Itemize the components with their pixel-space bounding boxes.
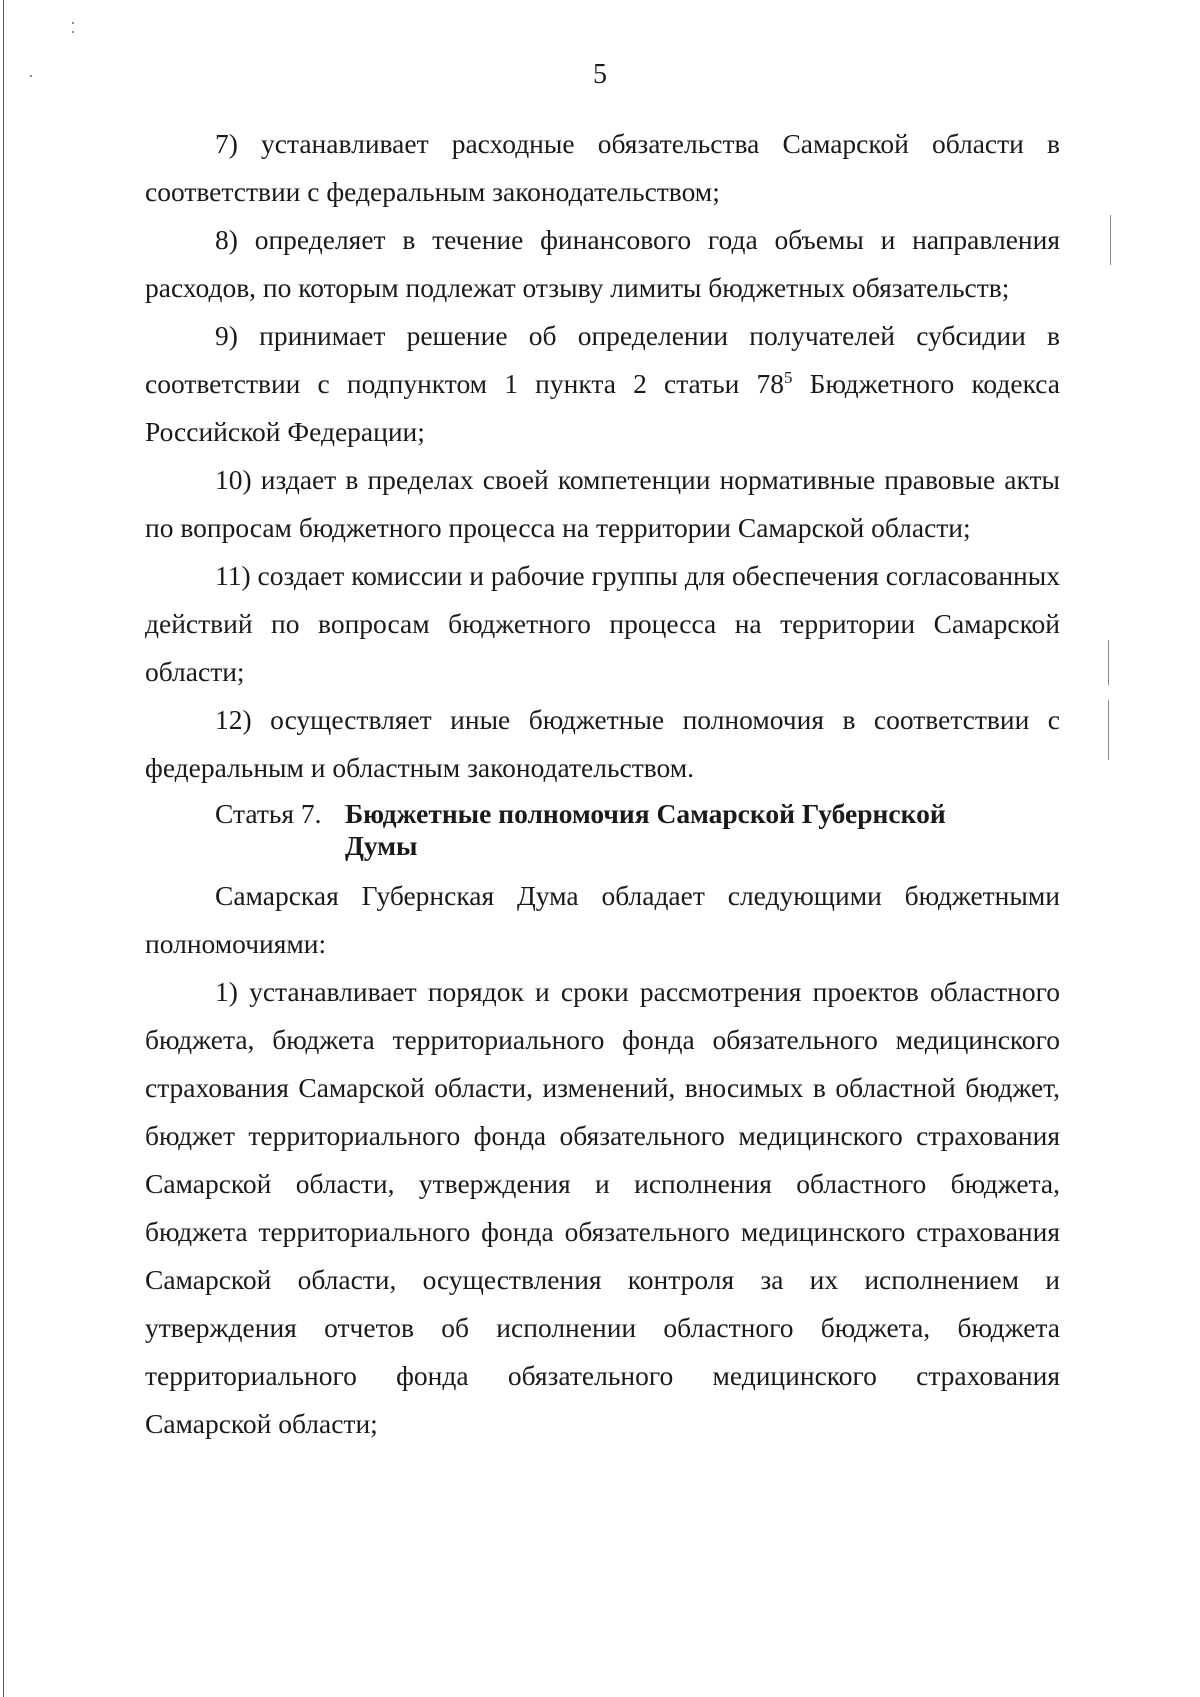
scan-mark [1108,640,1109,685]
scan-speck [72,22,74,24]
paragraph-item-9-text: 9) принимает решение об определении получателей субсидии в соответствии с подпунктом 1 пункта 2 статьи 78 [145,320,1060,399]
article-label: Статья 7. [215,798,322,829]
scan-mark [1110,215,1111,265]
article-title: Бюджетные полномочия Самарской Губернской Думы [345,798,946,861]
superscript-article-number: 5 [784,367,793,387]
page-number: 5 [593,59,607,90]
document-body [145,120,1060,1448]
page-left-edge [3,0,4,1697]
paragraph-item-12: 12) осуществляет иные бюджетные полномочия в соответствии с федеральным и областным законодательством. [145,704,1060,783]
paragraph-item-11: 11) создает комиссии и рабочие группы для обеспечения согласованных действий по вопросам бюджетного процесса на территории Самарской области; [145,560,1060,687]
paragraph-item-8: 8) определяет в течение финансового года объемы и направления расходов, по которым подлежат отзыву лимиты бюджетных обязательств; [145,224,1060,303]
paragraph-item-9 [145,312,1060,456]
paragraph-item-9-text-end: Бюджетного кодекса Российской Федерации; [145,368,1060,447]
article-intro-paragraph: Самарская Губернская Дума обладает следующими бюджетными полномочиями: [145,880,1060,959]
scan-mark [1108,700,1109,760]
scan-speck [72,31,74,33]
article-heading [145,798,1060,862]
paragraph-item-10: 10) издает в пределах своей компетенции нормативные правовые акты по вопросам бюджетного процесса на территории Самарской области; [145,464,1060,543]
paragraph-item-7: 7) устанавливает расходные обязательства Самарской области в соответствии с федеральным законодательством; [145,128,1060,207]
paragraph-duma-item-1: 1) устанавливает порядок и сроки рассмотрения проектов областного бюджета, бюджета территориального фонда обязательного медицинского страхования Самарской области, изменений, вносимых в областной бюджет, бюджет территориального фонда обязательного медицинского страхования Самарской области, утверждения и исполнения областного бюджета, бюджета территориального фонда обязательного медицинского страхования Самарской области, осуществления контроля за их исполнением и утверждения отчетов об исполнении областного бюджета, бюджета территориального фонда обязательного медицинского страхования Самарской области; [145,976,1060,1439]
